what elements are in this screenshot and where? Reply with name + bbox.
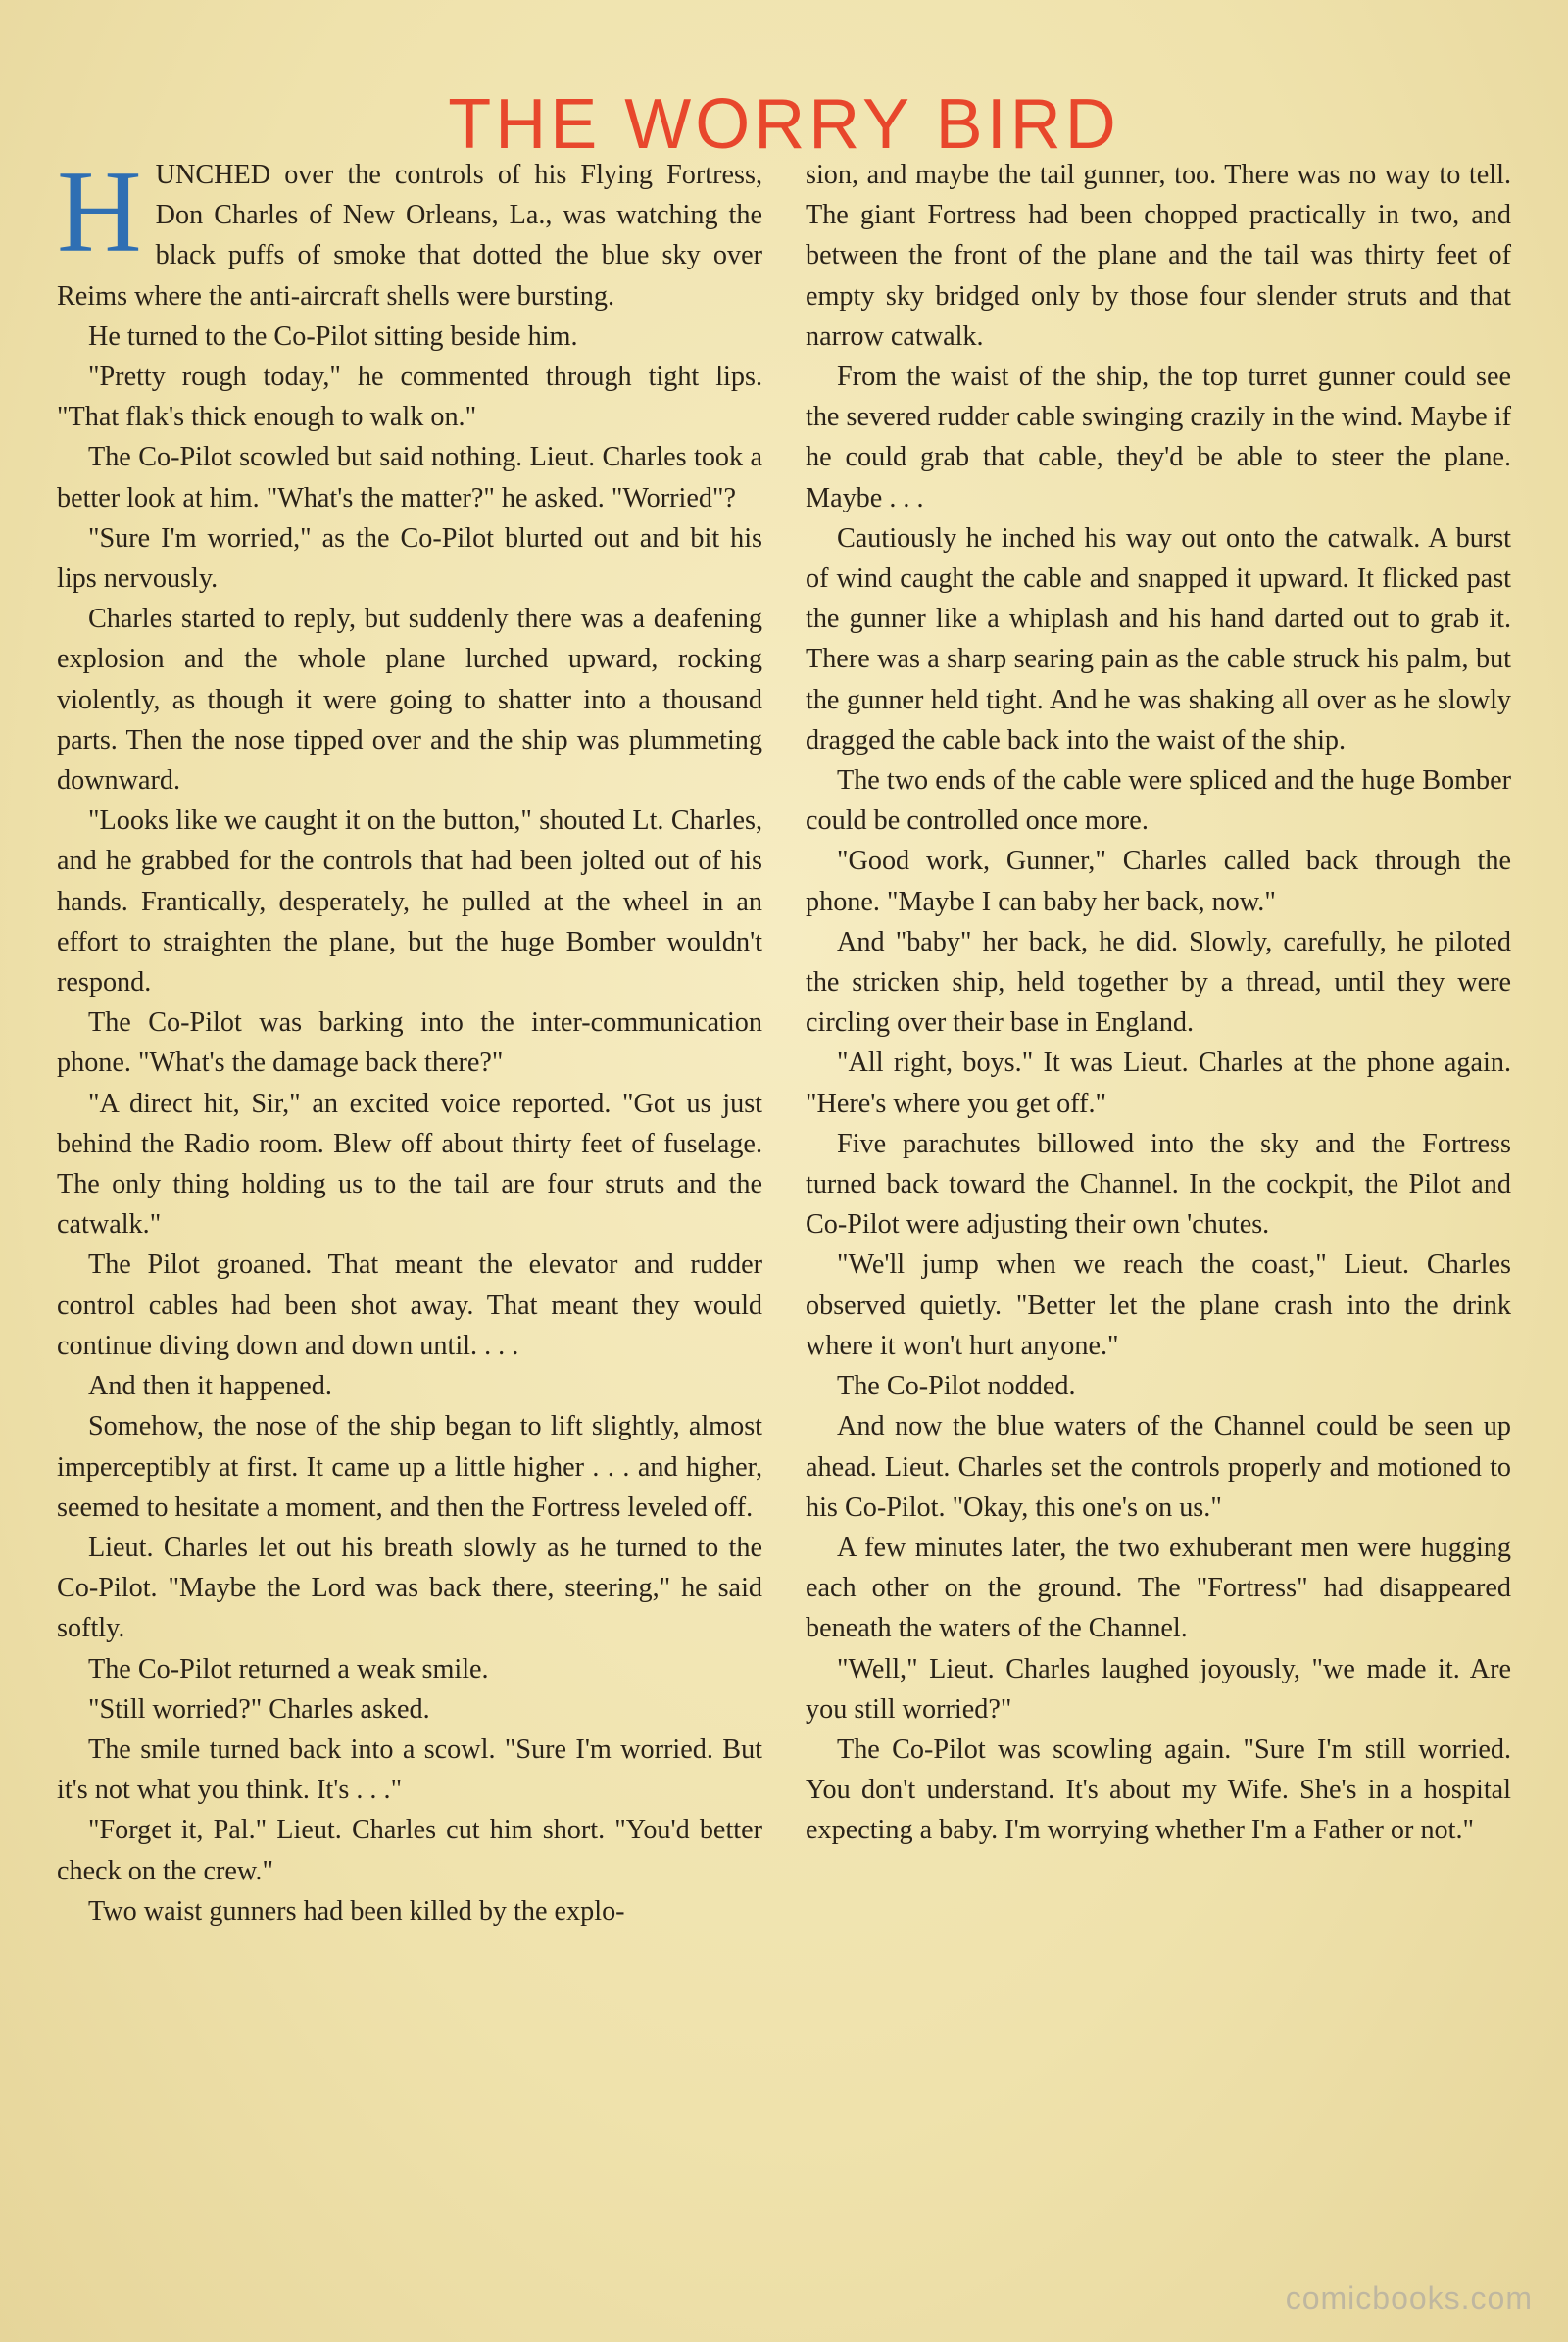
paragraph: And "baby" her back, he did. Slowly, carefully, he piloted the stricken ship, held together by a thread, until they were circling over their base in England.: [806, 926, 1511, 1039]
paragraph: And now the blue waters of the Channel could be seen up ahead. Lieut. Charles set the controls properly and motioned to his Co-Pilot. "Okay, this one's on us.": [806, 1411, 1511, 1523]
right-column: [806, 155, 1511, 1851]
paragraph: From the waist of the ship, the top turret gunner could see the severed rudder cable swinging crazily in the wind. Maybe if he could grab that cable, they'd be able to steer the plane. Maybe . . .: [806, 362, 1511, 513]
left-column: [57, 146, 762, 1931]
paragraph: "Well," Lieut. Charles laughed joyously, "we made it. Are you still worried?": [806, 1653, 1511, 1725]
paragraph: The two ends of the cable were spliced and the huge Bomber could be controlled once more.: [806, 765, 1512, 837]
paragraph: Charles started to reply, but suddenly there was a deafening explosion and the whole plane lurched upward, rocking violently, as though it were going to shatter into a thousand parts. Then the nose tipped over and the ship was plummeting downward.: [57, 604, 762, 797]
paragraph: "Still worried?" Charles asked.: [88, 1693, 430, 1725]
paragraph: "All right, boys." It was Lieut. Charles at the phone again. "Here's where you get off.": [806, 1048, 1511, 1119]
paragraph: The Co-Pilot was scowling again. "Sure I'm still worried. You don't understand. It's about my Wife. She's in a hospital expecting a baby. I'm worrying whether I'm a Father or not.": [806, 1733, 1511, 1846]
paragraph: Somehow, the nose of the ship began to lift slightly, almost imperceptibly at first. It came up a little higher . . . and higher, seemed to hesitate a moment, and then the Fortress leveled off.: [57, 1411, 762, 1523]
paragraph: Five parachutes billowed into the sky and the Fortress turned back toward the Channel. In the cockpit, the Pilot and Co-Pilot were adjusting their own 'chutes.: [806, 1128, 1511, 1241]
paragraph: Cautiously he inched his way out onto the catwalk. A burst of wind caught the cable and snapped it upward. It flicked past the gunner like a whiplash and his hand darted out to grab it. There was a sharp searing pain as the cable struck his palm, but the gunner held tight. And he was shaking all over as he slowly dragged the cable back into the waist of the ship.: [806, 522, 1511, 756]
paragraph: The Co-Pilot scowled but said nothing. Lieut. Charles took a better look at him. "What's the matter?" he asked. "Worried"?: [57, 442, 762, 513]
paragraph: [57, 146, 762, 317]
page-title: THE WORRY BIRD: [448, 85, 1120, 165]
paragraph: The Co-Pilot returned a weak smile.: [88, 1653, 489, 1684]
paragraph: The smile turned back into a scowl. "Sure I'm worried. But it's not what you think. It's . . .": [57, 1733, 762, 1806]
drop-cap: H: [57, 146, 142, 276]
paragraph: "Looks like we caught it on the button," shouted Lt. Charles, and he grabbed for the controls that had been jolted out of his hands. Frantically, desperately, he pulled at the wheel in an effort to straighten the plane, but the huge Bomber wouldn't respond.: [57, 805, 762, 999]
paragraph: "Forget it, Pal." Lieut. Charles cut him short. "You'd better check on the crew.": [57, 1815, 762, 1886]
paragraph: "Pretty rough today," he commented through tight lips. "That flak's thick enough to walk on.": [57, 362, 762, 433]
paragraph: He turned to the Co-Pilot sitting beside him.: [88, 320, 578, 352]
paragraph: "Sure I'm worried," as the Co-Pilot blurted out and bit his lips nervously.: [57, 522, 762, 595]
paragraph: A few minutes later, the two exhuberant men were hugging each other on the ground. The "Fortress" had disappeared beneath the waters of the Channel.: [806, 1532, 1511, 1644]
paragraph: Lieut. Charles let out his breath slowly as he turned to the Co-Pilot. "Maybe the Lord was back there, steering," he said softly.: [57, 1532, 762, 1644]
paragraph: And then it happened.: [88, 1371, 332, 1402]
paragraph: sion, and maybe the tail gunner, too. There was no way to tell. The giant Fortress had been chopped practically in two, and between the front of the plane and the tail was thirty feet of empty sky bridged only by those four slender struts and that narrow catwalk.: [806, 160, 1511, 352]
paragraph: The Co-Pilot nodded.: [837, 1371, 1076, 1402]
paragraph: "A direct hit, Sir," an excited voice reported. "Got us just behind the Radio room. Blew off about thirty feet of fuselage. The only thing holding us to the tail are four struts and the catwalk.": [57, 1088, 762, 1241]
paragraph: The Pilot groaned. That meant the elevator and rudder control cables had been shot away. That meant they would continue diving down and down until. . . .: [57, 1249, 762, 1361]
paragraph: "Good work, Gunner," Charles called back through the phone. "Maybe I can baby her back, now.": [806, 846, 1511, 917]
watermark: comicbooks.com: [1285, 2280, 1533, 2316]
paragraph: "We'll jump when we reach the coast," Lieut. Charles observed quietly. "Better let the plane crash into the drink where it won't hurt anyone.": [806, 1249, 1511, 1361]
paragraph: The Co-Pilot was barking into the inter-communication phone. "What's the damage back there?": [57, 1007, 762, 1079]
paragraph-text: UNCHED over the controls of his Flying Fortress, Don Charles of New Orleans, La., was watching the black puffs of smoke that dotted the blue sky over Reims where the anti-aircraft shells were bursting.: [57, 160, 762, 312]
paragraph: Two waist gunners had been killed by the explo-: [88, 1895, 625, 1927]
